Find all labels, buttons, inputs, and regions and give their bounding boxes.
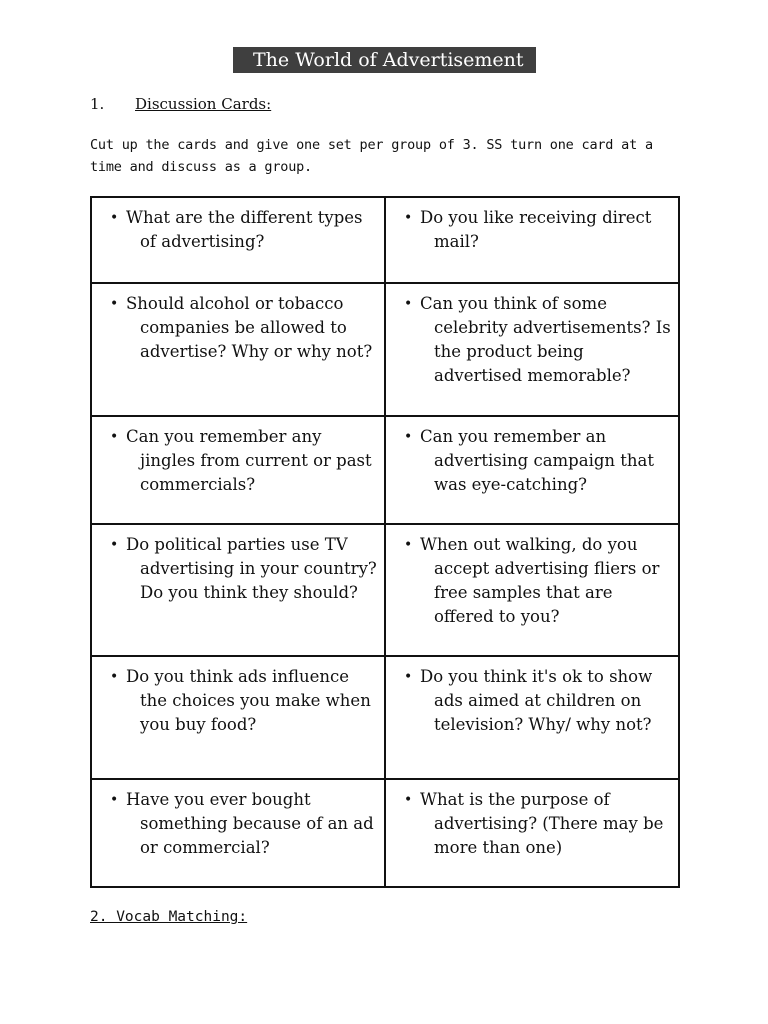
table-row [91, 416, 679, 524]
card-question: Should alcohol or tobacco companies be allowed to advertise? Why or why not? [126, 294, 373, 361]
bullet-icon: • [404, 210, 413, 226]
section-2-heading: 2. Vocab Matching: [90, 909, 248, 925]
card-question: Can you think of some celebrity advertisements? Is the product being advertised memorable? [420, 294, 671, 385]
page-title: The World of Advertisement [233, 47, 536, 73]
bullet-icon: • [110, 210, 119, 226]
table-row [91, 656, 679, 779]
table-row [91, 283, 679, 416]
card-question: Can you remember an advertising campaign that was eye-catching? [420, 427, 655, 494]
card-question: Do you think ads influence the choices you make when you buy food? [126, 667, 371, 734]
discussion-card [91, 197, 385, 283]
bullet-icon: • [110, 296, 119, 312]
card-question: When out walking, do you accept advertising fliers or free samples that are offered to you? [420, 535, 660, 626]
instructions-text: Cut up the cards and give one set per group of 3. SS turn one card at a time and discuss as a group. [90, 137, 653, 175]
discussion-card [385, 416, 679, 524]
card-question: Can you remember any jingles from current or past commercials? [126, 427, 372, 494]
discussion-card [91, 416, 385, 524]
bullet-icon: • [404, 296, 413, 312]
discussion-card [385, 283, 679, 416]
bullet-icon: • [404, 429, 413, 445]
bullet-icon: • [404, 669, 413, 685]
discussion-card [385, 779, 679, 887]
discussion-card [91, 524, 385, 656]
card-question: Do you think it's ok to show ads aimed at children on television? Why/ why not? [420, 667, 653, 734]
card-question: Do political parties use TV advertising in your country? Do you think they should? [126, 535, 377, 602]
card-question: What is the purpose of advertising? (There may be more than one) [420, 790, 664, 857]
bullet-icon: • [404, 792, 413, 808]
card-question: Do you like receiving direct mail? [420, 208, 652, 251]
discussion-card [91, 779, 385, 887]
table-row [91, 197, 679, 283]
discussion-cards-table [90, 196, 680, 888]
section-1-number: 1. [90, 95, 105, 113]
discussion-card [385, 197, 679, 283]
card-question: What are the different types of advertising? [126, 208, 363, 251]
bullet-icon: • [110, 792, 119, 808]
card-question: Have you ever bought something because of an ad or commercial? [126, 790, 374, 857]
bullet-icon: • [110, 429, 119, 445]
discussion-card [385, 656, 679, 779]
discussion-card [91, 656, 385, 779]
section-1-title: Discussion Cards: [135, 95, 272, 113]
section-1-heading [90, 94, 271, 114]
bullet-icon: • [110, 669, 119, 685]
bullet-icon: • [110, 537, 119, 553]
bullet-icon: • [404, 537, 413, 553]
discussion-card [385, 524, 679, 656]
table-row [91, 779, 679, 887]
table-row [91, 524, 679, 656]
discussion-card [91, 283, 385, 416]
